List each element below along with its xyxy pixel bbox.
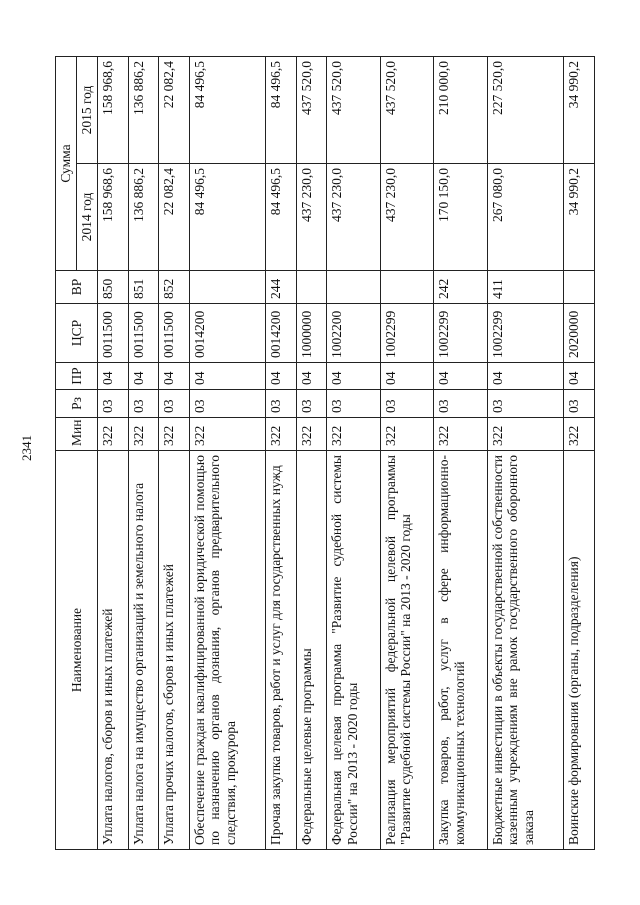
header-csr: ЦСР <box>56 304 98 363</box>
row-pr: 04 <box>128 363 159 390</box>
row-rz: 03 <box>327 390 381 418</box>
row-name: Реализация мероприятий федеральной целевой программы "Развитие судебной системы России" на 2013 - 2020 годы <box>380 451 434 850</box>
row-vr: 242 <box>434 271 488 304</box>
row-rz: 03 <box>434 390 488 418</box>
table-row <box>189 56 266 849</box>
row-csr: 1002299 <box>434 304 488 363</box>
row-sum-2014: 158 968,6 <box>98 164 129 271</box>
row-name: Федеральные целевые программы <box>296 451 327 850</box>
row-min: 322 <box>98 418 129 451</box>
row-sum-2015: 437 520,0 <box>380 56 434 163</box>
row-rz: 03 <box>296 390 327 418</box>
header-rz: Рз <box>56 390 98 418</box>
row-vr <box>327 271 381 304</box>
header-sum: Сумма <box>56 56 77 270</box>
row-name: Прочая закупка товаров, работ и услуг для государственных нужд <box>266 451 297 850</box>
row-csr: 0011500 <box>128 304 159 363</box>
budget-table <box>55 56 595 850</box>
row-name: Уплата прочих налогов, сборов и иных платежей <box>159 451 190 850</box>
row-min: 322 <box>380 418 434 451</box>
header-year-2015: 2015 год <box>77 56 98 163</box>
row-sum-2014: 136 886,2 <box>128 164 159 271</box>
row-vr: 852 <box>159 271 190 304</box>
row-csr: 2020000 <box>564 304 595 363</box>
table-row <box>98 56 129 849</box>
header-row-1 <box>56 56 77 849</box>
row-csr: 0014200 <box>266 304 297 363</box>
row-vr: 850 <box>98 271 129 304</box>
row-name: Воинские формирования (органы, подразделения) <box>564 451 595 850</box>
row-sum-2015: 437 520,0 <box>327 56 381 163</box>
row-sum-2014: 84 496,5 <box>189 164 266 271</box>
row-vr <box>380 271 434 304</box>
row-name: Закупка товаров, работ, услуг в сфере информационно-коммуникационных технологий <box>434 451 488 850</box>
row-vr <box>564 271 595 304</box>
row-min: 322 <box>487 418 564 451</box>
row-rz: 03 <box>380 390 434 418</box>
row-min: 322 <box>189 418 266 451</box>
header-name: Наименование <box>56 451 98 850</box>
row-pr: 04 <box>380 363 434 390</box>
row-pr: 04 <box>266 363 297 390</box>
page-number: 2341 <box>19 435 34 461</box>
row-sum-2015: 210 000,0 <box>434 56 488 163</box>
row-rz: 03 <box>98 390 129 418</box>
row-csr: 1002200 <box>327 304 381 363</box>
table-row <box>159 56 190 849</box>
row-min: 322 <box>434 418 488 451</box>
row-pr: 04 <box>189 363 266 390</box>
row-vr <box>296 271 327 304</box>
row-sum-2015: 437 520,0 <box>296 56 327 163</box>
row-pr: 04 <box>327 363 381 390</box>
row-rz: 03 <box>189 390 266 418</box>
header-year-2014: 2014 год <box>77 164 98 271</box>
header-pr: ПР <box>56 363 98 390</box>
row-vr: 851 <box>128 271 159 304</box>
row-sum-2014: 170 150,0 <box>434 164 488 271</box>
row-rz: 03 <box>487 390 564 418</box>
row-rz: 03 <box>564 390 595 418</box>
row-pr: 04 <box>434 363 488 390</box>
row-min: 322 <box>296 418 327 451</box>
row-sum-2015: 84 496,5 <box>189 56 266 163</box>
row-rz: 03 <box>128 390 159 418</box>
header-min: Мин <box>56 418 98 451</box>
row-csr: 0011500 <box>159 304 190 363</box>
row-pr: 04 <box>159 363 190 390</box>
table-row <box>296 56 327 849</box>
row-pr: 04 <box>564 363 595 390</box>
table-row <box>564 56 595 849</box>
row-csr: 1000000 <box>296 304 327 363</box>
row-name: Бюджетные инвестиции в объекты государственной собственности казенным учреждениям вне рамок государственного оборонного заказа <box>487 451 564 850</box>
row-sum-2015: 22 082,4 <box>159 56 190 163</box>
table-row <box>434 56 488 849</box>
row-sum-2015: 158 968,6 <box>98 56 129 163</box>
row-csr: 1002299 <box>380 304 434 363</box>
row-sum-2014: 267 080,0 <box>487 164 564 271</box>
table-row <box>487 56 564 849</box>
row-sum-2014: 34 990,2 <box>564 164 595 271</box>
row-rz: 03 <box>159 390 190 418</box>
row-min: 322 <box>266 418 297 451</box>
row-sum-2014: 22 082,4 <box>159 164 190 271</box>
row-csr: 0014200 <box>189 304 266 363</box>
table-row <box>266 56 297 849</box>
row-sum-2014: 84 496,5 <box>266 164 297 271</box>
table-row <box>327 56 381 849</box>
row-vr <box>189 271 266 304</box>
row-rz: 03 <box>266 390 297 418</box>
row-min: 322 <box>564 418 595 451</box>
row-min: 322 <box>159 418 190 451</box>
row-name: Уплата налогов, сборов и иных платежей <box>98 451 129 850</box>
header-vr: ВР <box>56 271 98 304</box>
row-pr: 04 <box>487 363 564 390</box>
table-row <box>380 56 434 849</box>
row-name: Федеральная целевая программа "Развитие судебной системы России" на 2013 - 2020 годы <box>327 451 381 850</box>
rotated-table-container <box>55 57 595 850</box>
row-sum-2015: 34 990,2 <box>564 56 595 163</box>
row-sum-2015: 84 496,5 <box>266 56 297 163</box>
table-row <box>128 56 159 849</box>
row-sum-2015: 136 886,2 <box>128 56 159 163</box>
row-csr: 1002299 <box>487 304 564 363</box>
row-vr: 244 <box>266 271 297 304</box>
row-name: Обеспечение граждан квалифицированной юридической помощью по назначению органов дознания, органов предварительного следствия, прокурора <box>189 451 266 850</box>
row-pr: 04 <box>296 363 327 390</box>
row-min: 322 <box>327 418 381 451</box>
row-csr: 0011500 <box>98 304 129 363</box>
row-sum-2014: 437 230,0 <box>380 164 434 271</box>
row-sum-2014: 437 230,0 <box>327 164 381 271</box>
row-name: Уплата налога на имущество организаций и земельного налога <box>128 451 159 850</box>
row-sum-2014: 437 230,0 <box>296 164 327 271</box>
row-min: 322 <box>128 418 159 451</box>
row-sum-2015: 227 520,0 <box>487 56 564 163</box>
row-pr: 04 <box>98 363 129 390</box>
row-vr: 411 <box>487 271 564 304</box>
